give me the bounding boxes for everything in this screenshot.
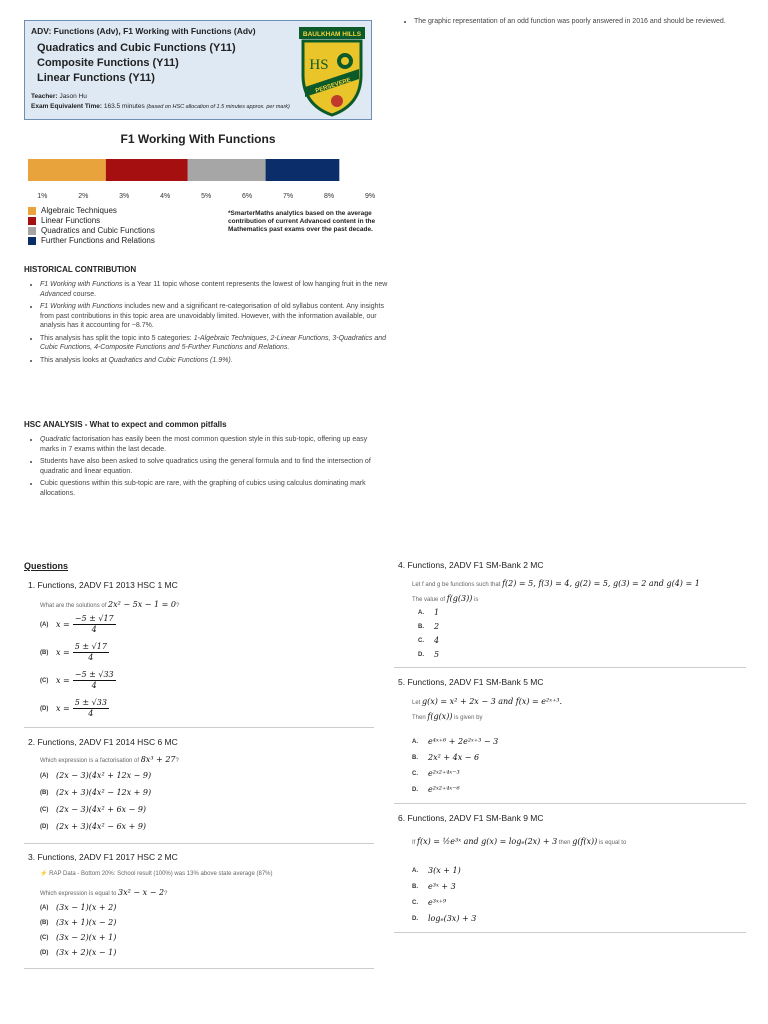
x-tick-label: 5% bbox=[201, 193, 212, 200]
divider bbox=[394, 932, 746, 933]
question-4-prompt: Let f and g be functions such that f(2) = 5, f(3) = 4, g(2) = 5, g(3) = 2 and g(4) = 1 bbox=[412, 579, 700, 588]
svg-text:BAULKHAM HILLS: BAULKHAM HILLS bbox=[302, 31, 362, 38]
option-b[interactable]: B. 2x² + 4x − 6 bbox=[412, 753, 480, 762]
option-d[interactable]: (D) (3x + 2)(x − 1) bbox=[40, 948, 117, 957]
school-crest-logo bbox=[297, 25, 367, 117]
option-a[interactable]: (A) x = $\frac{-5 \pm √17}{4}$ bbox=[40, 614, 114, 634]
chart-title: F1 Working With Functions bbox=[120, 132, 276, 146]
list-item: • This analysis has split the topic into 5 categories: 1-Algebraic Techniques, 2-Linear Functions, 3-Quadratics and Cubic Functions, 4-Composite Functions and 5-Further Functions and Relations. bbox=[40, 334, 388, 353]
x-tick-label: 6% bbox=[242, 193, 253, 200]
question-2-title: 2. Functions, 2ADV F1 2014 HSC 6 MC bbox=[28, 737, 178, 747]
question-5-title: 5. Functions, 2ADV F1 SM-Bank 5 MC bbox=[398, 677, 544, 687]
stacked-bar-chart bbox=[28, 150, 376, 205]
question-3-prompt: Which expression is equal to 3x² − x − 2? bbox=[40, 888, 168, 897]
legend-item bbox=[28, 216, 100, 225]
question-1-prompt: What are the solutions of 2x² − 5x − 1 = 0? bbox=[40, 600, 180, 609]
x-tick-label: 7% bbox=[283, 193, 294, 200]
list-item: • Quadratic factorisation has easily been the most common question style in this sub-topic, offering up easy marks in 7 exams within the last decade. bbox=[40, 435, 388, 454]
x-tick-label: 1% bbox=[37, 193, 48, 200]
x-tick-label: 9% bbox=[364, 193, 376, 200]
legend-swatch bbox=[28, 227, 36, 235]
chart-footnote: *SmarterMaths analytics based on the average contribution of current Advanced content in the Mathematics past exams over the past decade. bbox=[228, 210, 376, 233]
divider bbox=[394, 667, 746, 668]
list-item: • F1 Working with Functions includes new and a significant re-categorisation of old syllabus content. Any insights from past contributions in this topic area are unavoidably limited. However, with the information available, our analysis has it accounting for ~8.7%. bbox=[40, 302, 388, 331]
option-d[interactable]: D. logₑ(3x) + 3 bbox=[412, 914, 477, 923]
legend-swatch bbox=[28, 207, 36, 215]
option-c[interactable]: C. e²ˣ²⁺⁴ˣ⁻³ bbox=[412, 769, 460, 778]
list-item: • This analysis looks at Quadratics and Cubic Functions (1.9%). bbox=[40, 356, 388, 366]
option-d[interactable]: D. e²ˣ²⁺⁴ˣ⁻⁶ bbox=[412, 785, 460, 794]
divider bbox=[24, 727, 374, 728]
option-b[interactable]: (B) x = $\frac{5 \pm √17}{4}$ bbox=[40, 642, 107, 662]
questions-heading: Questions bbox=[24, 561, 69, 571]
option-a[interactable]: (A) (2x − 3)(4x² + 12x − 9) bbox=[40, 771, 152, 780]
svg-text:PERSEVERE: PERSEVERE bbox=[314, 77, 352, 95]
bar-segment bbox=[188, 159, 266, 181]
option-a[interactable]: A. 3(x + 1) bbox=[412, 866, 461, 875]
legend-label: Further Functions and Relations bbox=[41, 236, 155, 245]
option-b[interactable]: (B) (2x + 3)(4x² − 12x + 9) bbox=[40, 788, 152, 797]
lightning-icon: ⚡ bbox=[40, 871, 48, 877]
question-6-title: 6. Functions, 2ADV F1 SM-Bank 9 MC bbox=[398, 813, 544, 823]
subtopic-title: Quadratics and Cubic Functions (Y11) bbox=[37, 42, 236, 54]
question-4-title: 4. Functions, 2ADV F1 SM-Bank 2 MC bbox=[398, 560, 544, 570]
option-a[interactable]: (A) (3x − 1)(x + 2) bbox=[40, 903, 117, 912]
side-note-list bbox=[400, 17, 764, 30]
legend-item bbox=[28, 226, 155, 235]
list-item: • Students have also been asked to solve quadratics using the general formula and to find the intersection of quadratic and linear equation. bbox=[40, 457, 388, 476]
option-b[interactable]: (B) (3x + 1)(x − 2) bbox=[40, 918, 117, 927]
legend-item bbox=[28, 236, 155, 245]
svg-text:HS: HS bbox=[309, 57, 329, 73]
question-4-prompt2: The value of f(g(3)) is bbox=[412, 594, 479, 603]
divider bbox=[24, 968, 374, 969]
x-tick-label: 3% bbox=[119, 193, 130, 200]
option-c[interactable]: (C) (2x − 3)(4x² + 6x − 9) bbox=[40, 805, 147, 814]
bar-segment bbox=[106, 159, 188, 181]
subtopic-title: Composite Functions (Y11) bbox=[37, 57, 179, 69]
divider bbox=[24, 843, 374, 844]
subtopic-title: Linear Functions (Y11) bbox=[37, 72, 155, 84]
x-tick-label: 2% bbox=[78, 193, 89, 200]
question-2-prompt: Which expression is a factorisation of 8x³ + 27? bbox=[40, 755, 179, 764]
bar-segment bbox=[28, 159, 106, 181]
legend-label: Quadratics and Cubic Functions bbox=[41, 226, 155, 235]
option-c[interactable]: (C) x = $\frac{-5 \pm √33}{4}$ bbox=[40, 670, 114, 690]
question-1-title: 1. Functions, 2ADV F1 2013 HSC 1 MC bbox=[28, 580, 178, 590]
topic-line: ADV: Functions (Adv), F1 Working with Functions (Adv) bbox=[31, 26, 256, 36]
x-tick-label: 4% bbox=[160, 193, 171, 200]
hsc-analysis-list bbox=[26, 435, 388, 501]
side-note: • The graphic representation of an odd function was poorly answered in 2016 and should be reviewed. bbox=[414, 17, 764, 27]
exam-time-line: Exam Equivalent Time: 163.5 minutes (based on HSC allocation of 1.5 minutes approx. per mark) bbox=[31, 103, 290, 110]
topic-header-box bbox=[24, 20, 372, 120]
option-c[interactable]: C. e³ˣ⁺⁹ bbox=[412, 898, 447, 907]
historical-list bbox=[26, 280, 388, 368]
option-c[interactable]: (C) (3x − 2)(x + 1) bbox=[40, 933, 117, 942]
option-d[interactable]: (D) (2x + 3)(4x² − 6x + 9) bbox=[40, 822, 147, 831]
legend-label: Algebraic Techniques bbox=[41, 206, 117, 215]
option-a[interactable]: A. e⁴ˣ⁺⁶ + 2e²ˣ⁺³ − 3 bbox=[412, 737, 499, 746]
question-5-prompt: Let g(x) = x² + 2x − 3 and f(x) = e²ˣ⁺³. bbox=[412, 697, 563, 706]
list-item: • Cubic questions within this sub-topic are rare, with the graphing of cubics using calculus dominating mark allocations. bbox=[40, 479, 388, 498]
historical-heading: HISTORICAL CONTRIBUTION bbox=[24, 265, 137, 274]
question-3-rap-data: ⚡ RAP Data - Bottom 20%: School result (100%) was 13% above state average (87%) bbox=[40, 871, 273, 877]
bar-segment bbox=[266, 159, 340, 181]
question-6-prompt: If f(x) = ½e³ˣ and g(x) = logₑ(2x) + 3 then g(f(x)) is equal to bbox=[412, 837, 627, 846]
question-3-title: 3. Functions, 2ADV F1 2017 HSC 2 MC bbox=[28, 852, 178, 862]
option-d[interactable]: (D) x = $\frac{5 \pm √33}{4}$ bbox=[40, 698, 107, 718]
question-5-prompt2: Then f(g(x)) is given by bbox=[412, 712, 483, 721]
x-tick-label: 8% bbox=[323, 193, 335, 200]
legend-swatch bbox=[28, 217, 36, 225]
option-c[interactable]: C. 4 bbox=[418, 636, 440, 645]
teacher-line: Teacher: Jason Hu bbox=[31, 93, 87, 100]
option-a[interactable]: A. 1 bbox=[418, 608, 440, 617]
legend-item bbox=[28, 206, 117, 215]
divider bbox=[394, 803, 746, 804]
option-d[interactable]: D. 5 bbox=[418, 650, 440, 659]
legend-label: Linear Functions bbox=[41, 216, 101, 225]
option-b[interactable]: B. 2 bbox=[418, 622, 440, 631]
legend-swatch bbox=[28, 237, 36, 245]
option-b[interactable]: B. e³ˣ + 3 bbox=[412, 882, 456, 891]
list-item: • F1 Working with Functions is a Year 11 topic whose content represents the lowest of low hanging fruit in the new Advanced course. bbox=[40, 280, 388, 299]
hsc-analysis-heading: HSC ANALYSIS - What to expect and common pitfalls bbox=[24, 420, 227, 429]
